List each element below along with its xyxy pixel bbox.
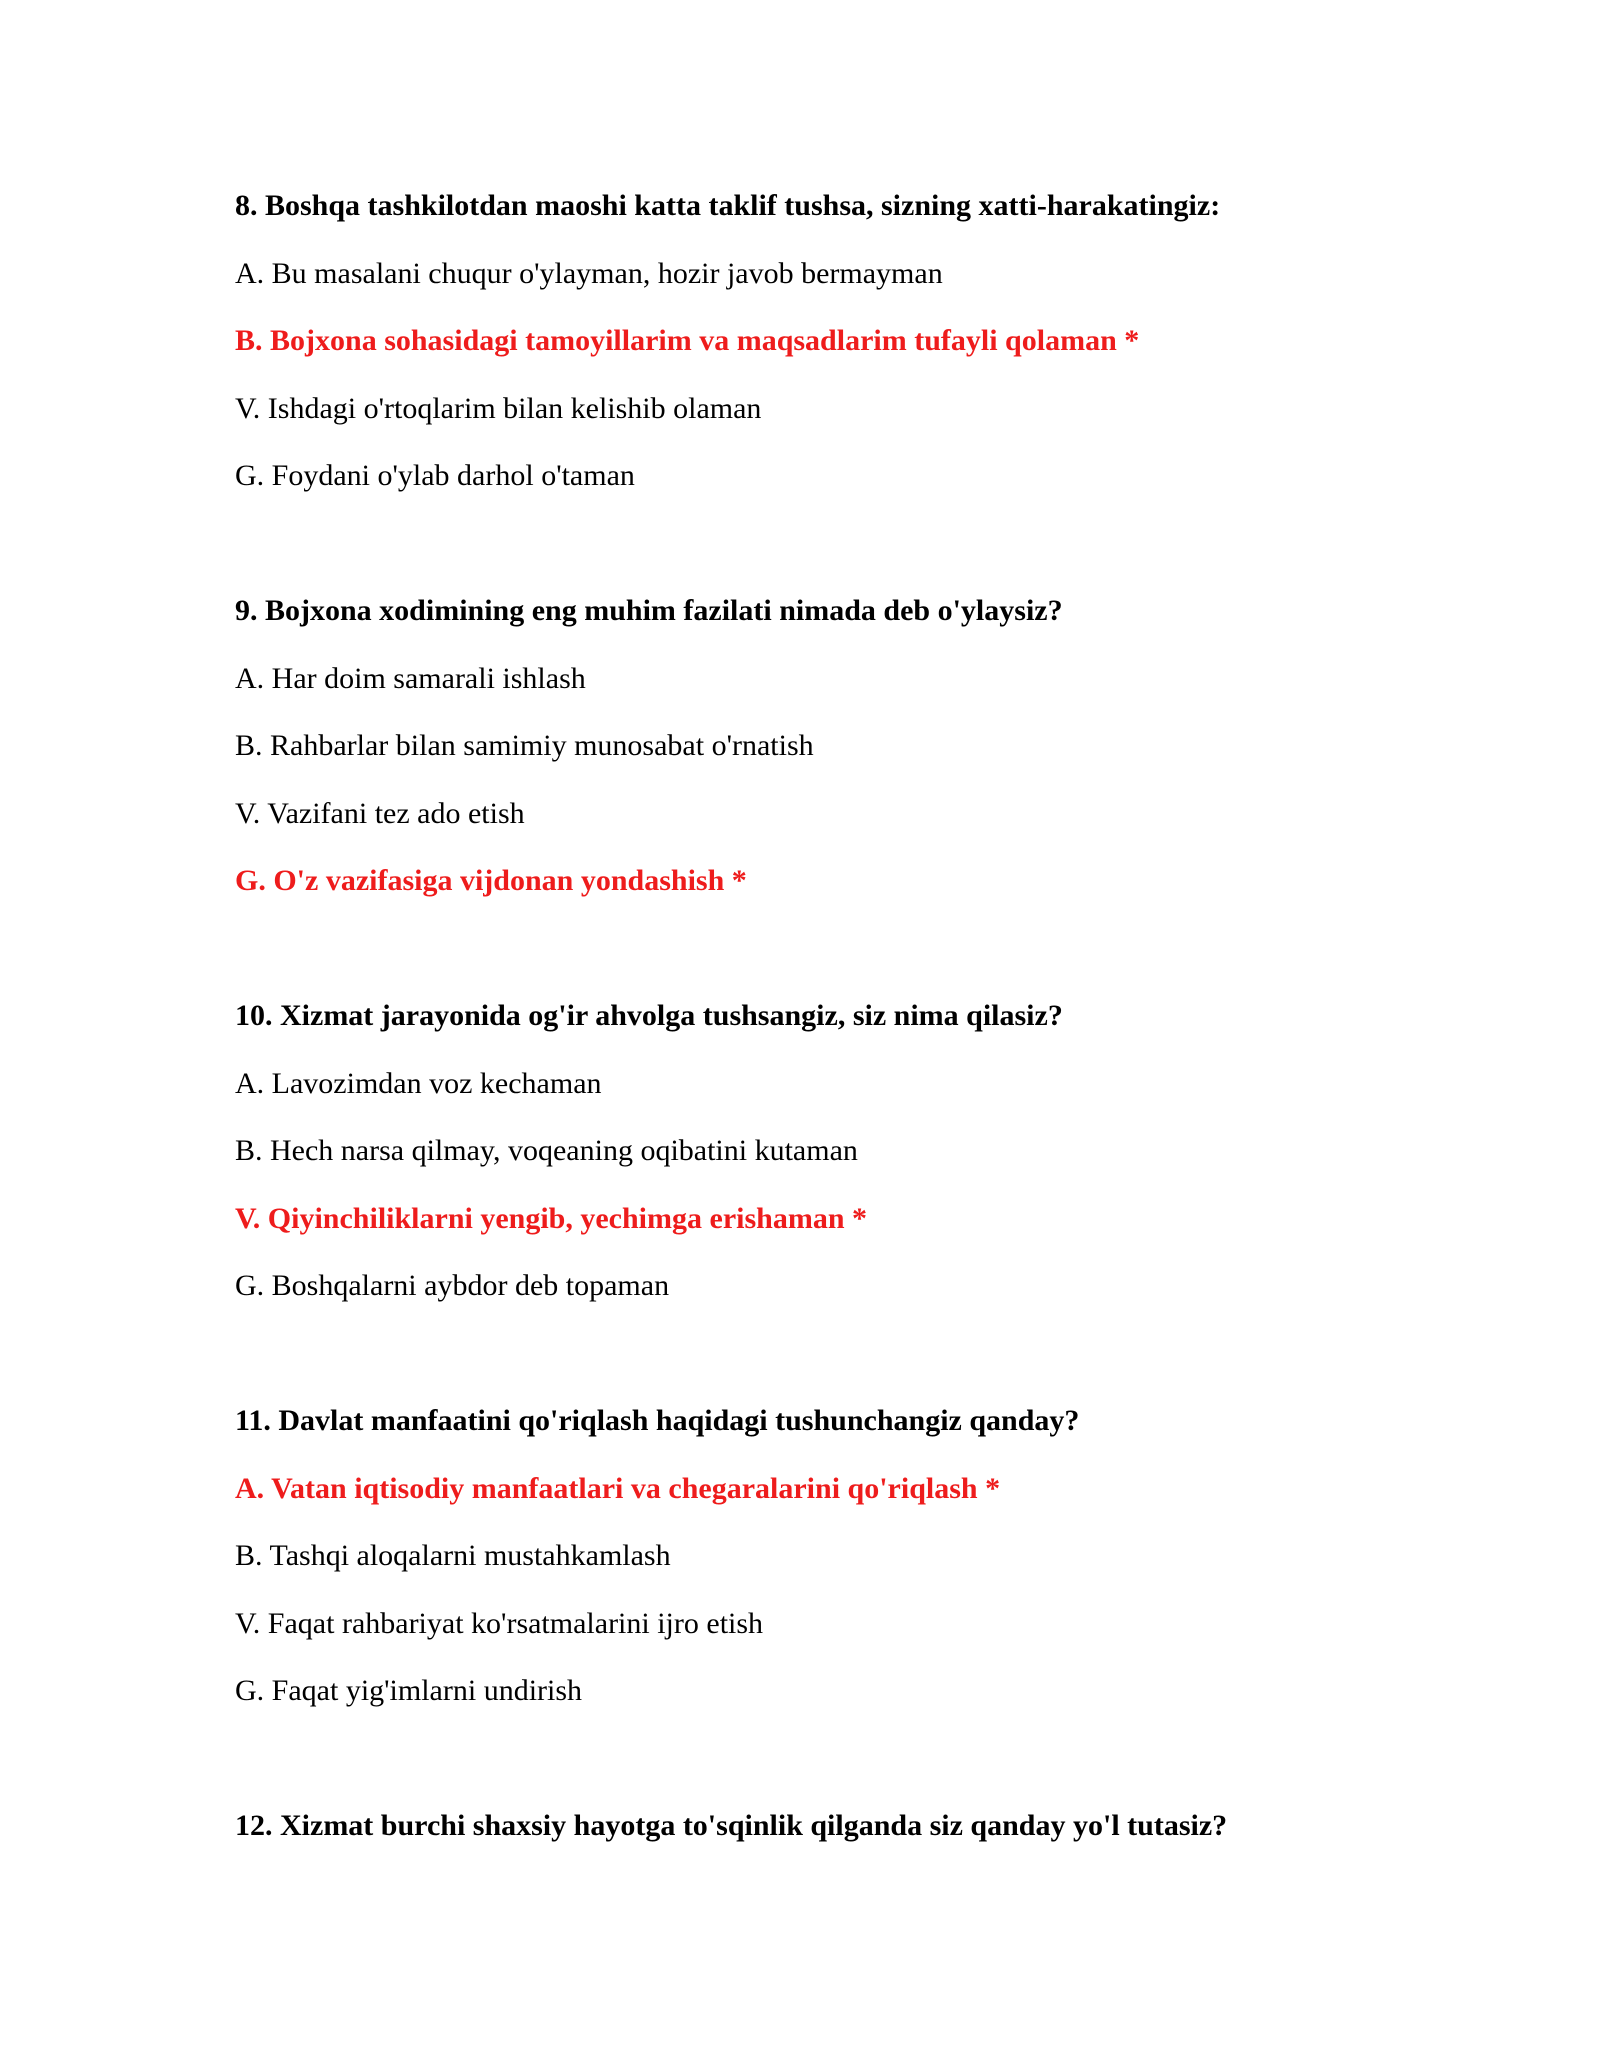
option-11a-correct: A. Vatan iqtisodiy manfaatlari va chegaralarini qo'riqlash * <box>235 1472 1001 1505</box>
option-9g-correct: G. O'z vazifasiga vijdonan yondashish * <box>235 864 747 897</box>
option-9b: B. Rahbarlar bilan samimiy munosabat o'rnatish <box>235 729 814 762</box>
question-11: 11. Davlat manfaatini qo'riqlash haqidagi tushunchangiz qanday? <box>235 1404 1080 1437</box>
question-10: 10. Xizmat jarayonida og'ir ahvolga tushsangiz, siz nima qilasiz? <box>235 999 1063 1032</box>
option-11g: G. Faqat yig'imlarni undirish <box>235 1674 583 1707</box>
option-10g: G. Boshqalarni aybdor deb topaman <box>235 1269 670 1302</box>
question-8: 8. Boshqa tashkilotdan maoshi katta taklif tushsa, sizning xatti-harakatingiz: <box>235 189 1221 222</box>
question-12: 12. Xizmat burchi shaxsiy hayotga to'sqinlik qilganda siz qanday yo'l tutasiz? <box>235 1809 1228 1842</box>
option-9v: V. Vazifani tez ado etish <box>235 797 525 830</box>
option-8b-correct: B. Bojxona sohasidagi tamoyillarim va maqsadlarim tufayli qolaman * <box>235 324 1140 357</box>
option-11v: V. Faqat rahbariyat ko'rsatmalarini ijro etish <box>235 1607 764 1640</box>
option-8v: V. Ishdagi o'rtoqlarim bilan kelishib olaman <box>235 392 762 425</box>
option-9a: A. Har doim samarali ishlash <box>235 662 586 695</box>
option-10v-correct: V. Qiyinchiliklarni yengib, yechimga erishaman * <box>235 1202 868 1235</box>
option-10a: A. Lavozimdan voz kechaman <box>235 1067 602 1100</box>
option-8a: A. Bu masalani chuqur o'ylayman, hozir javob bermayman <box>235 257 943 290</box>
option-11b: B. Tashqi aloqalarni mustahkamlash <box>235 1539 671 1572</box>
option-10b: B. Hech narsa qilmay, voqeaning oqibatini kutaman <box>235 1134 858 1167</box>
question-9: 9. Bojxona xodimining eng muhim fazilati nimada deb o'ylaysiz? <box>235 594 1063 627</box>
option-8g: G. Foydani o'ylab darhol o'taman <box>235 459 635 492</box>
